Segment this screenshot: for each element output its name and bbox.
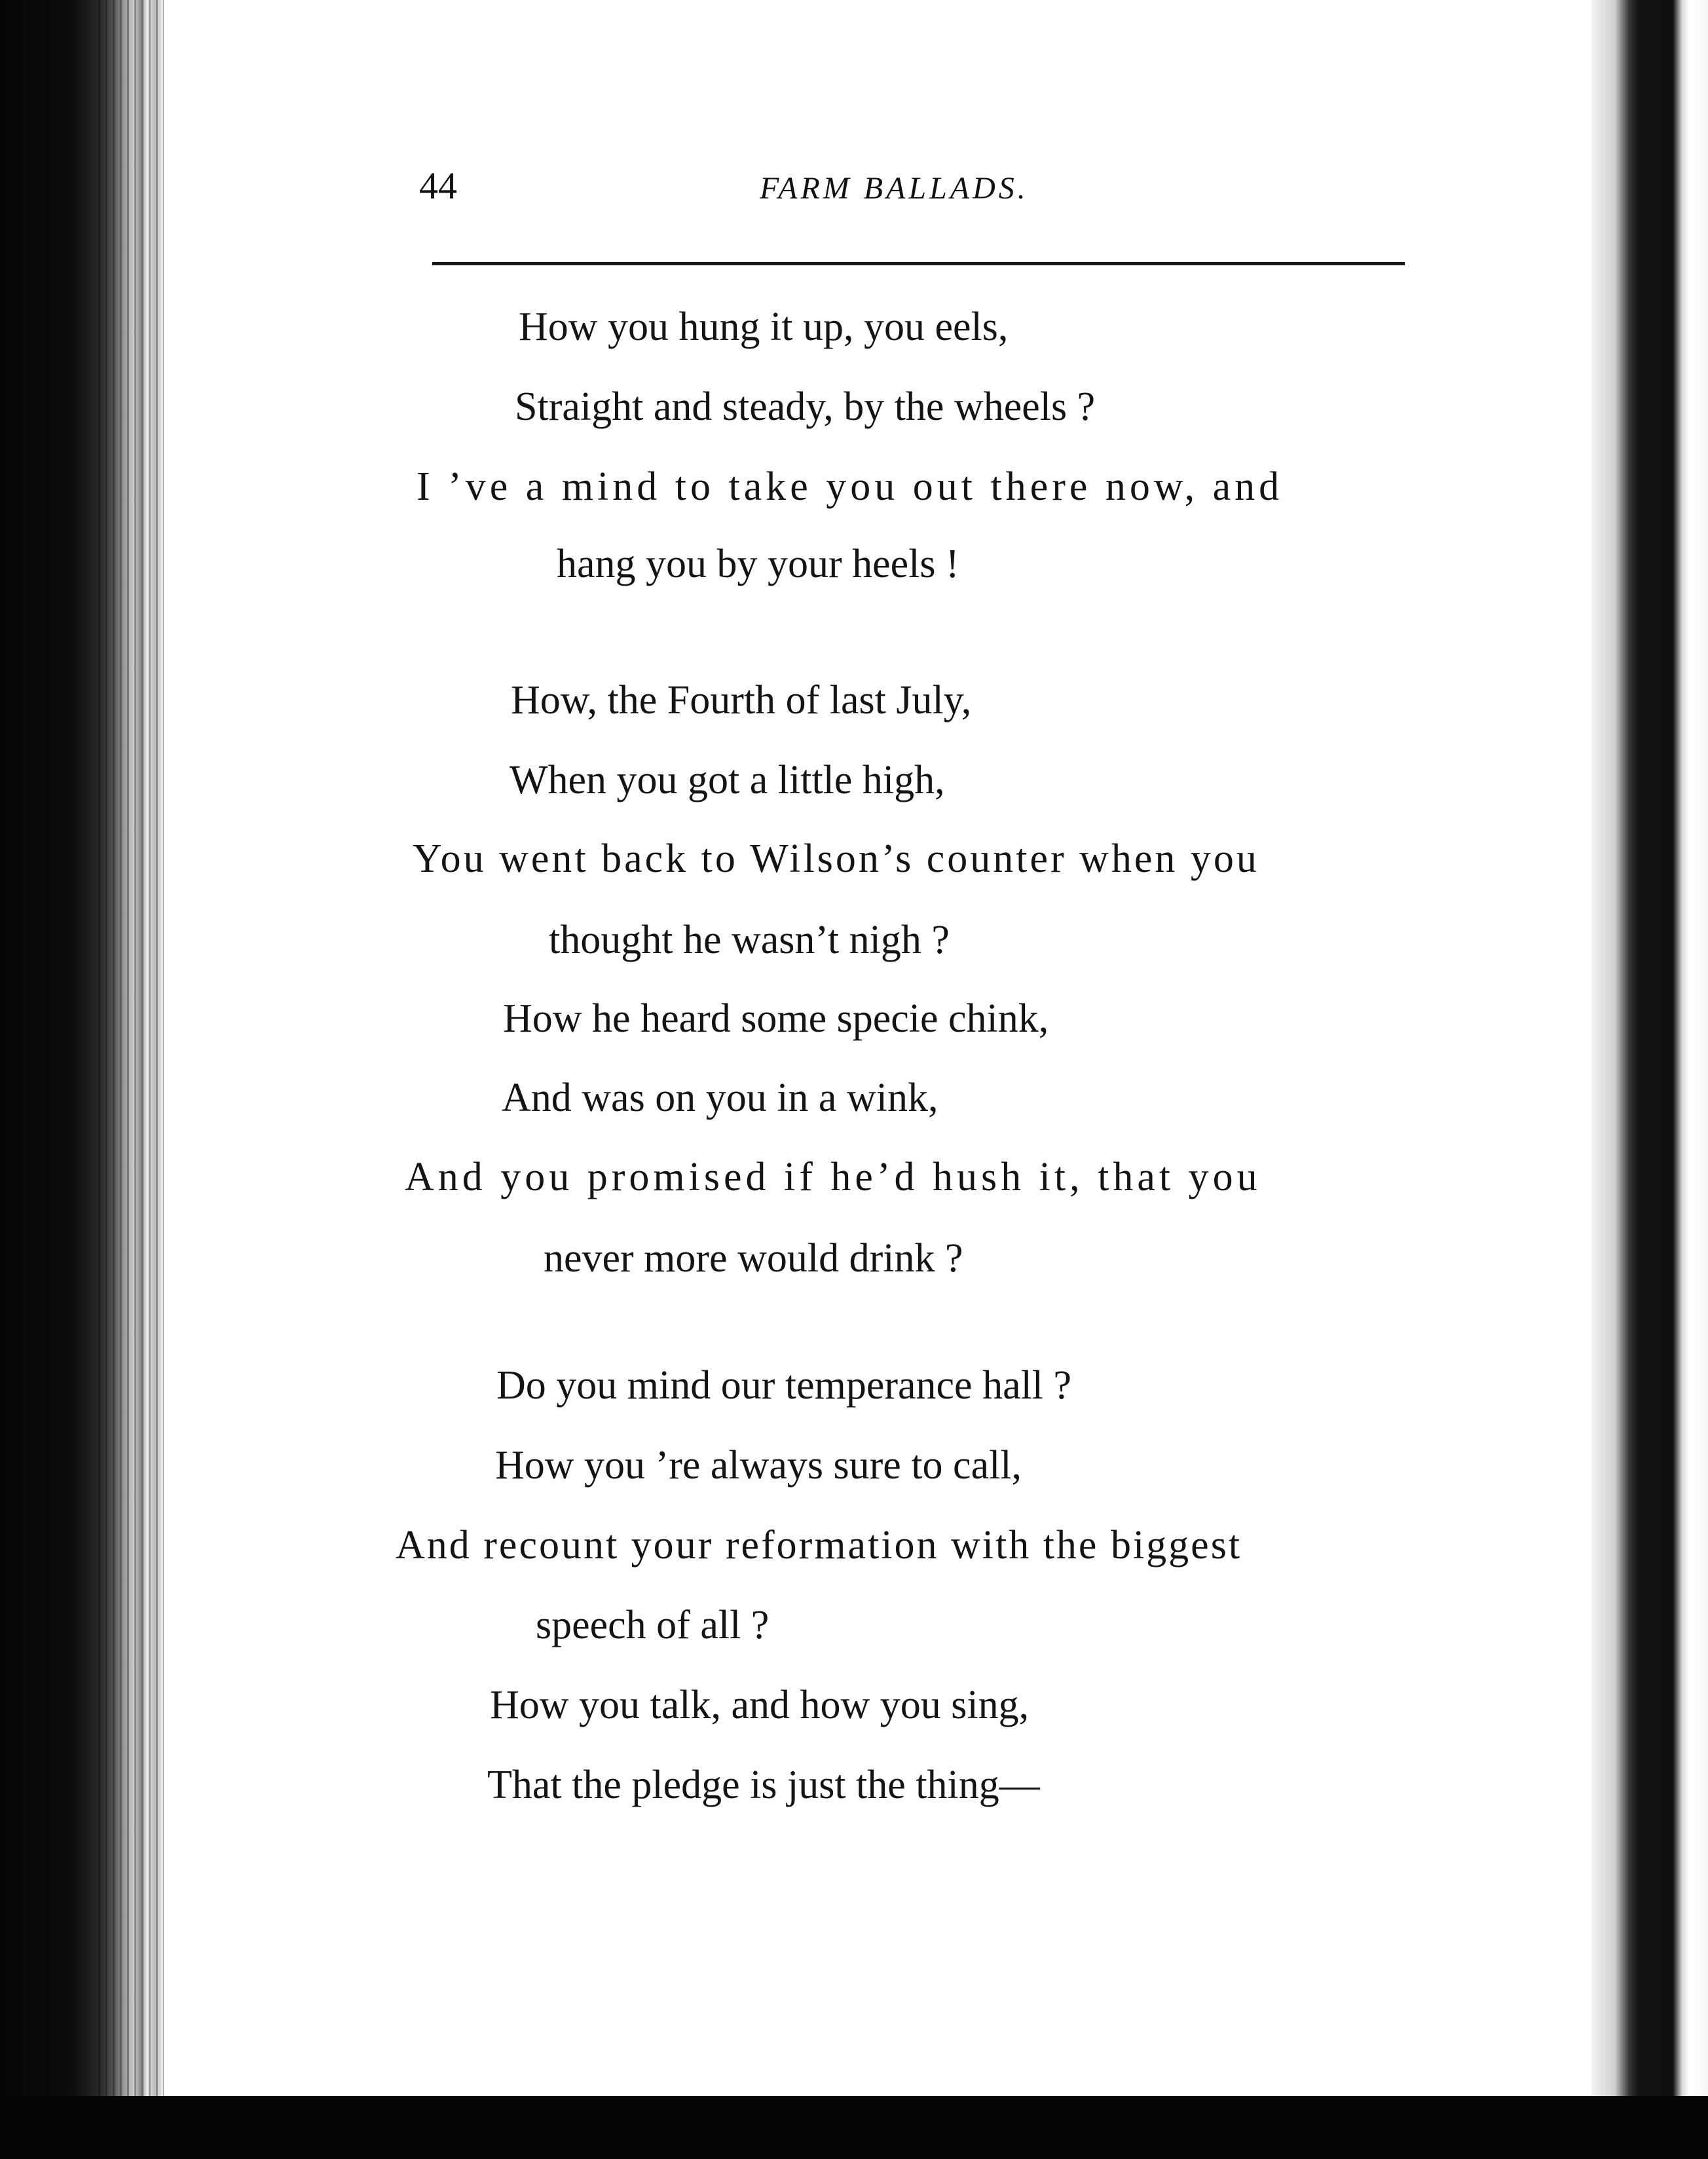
page-number: 44 <box>419 164 457 207</box>
poem-line: And you promised if he’d hush it, that you <box>405 1155 1261 1199</box>
poem-line: How you ’re always sure to call, <box>495 1443 1022 1488</box>
poem-line: You went back to Wilson’s counter when you <box>413 836 1259 881</box>
scan-border-bottom <box>0 2096 1708 2159</box>
poem-line: How, the Fourth of last July, <box>511 678 972 723</box>
poem-line: thought he wasn’t nigh ? <box>549 918 950 962</box>
poem-line: hang you by your heels ! <box>557 542 959 586</box>
page-header <box>419 164 1415 216</box>
poem-line: never more would drink ? <box>544 1236 963 1281</box>
poem-line: How he heard some specie chink, <box>503 996 1049 1041</box>
poem-line: How you hung it up, you eels, <box>519 305 1009 349</box>
poem-line: And recount your reformation with the biggest <box>396 1523 1242 1568</box>
poem-line: speech of all ? <box>536 1603 770 1647</box>
poem-line: Do you mind our temperance hall ? <box>496 1363 1072 1408</box>
poem-line: That the pledge is just the thing— <box>487 1763 1040 1807</box>
poem-line: How you talk, and how you sing, <box>490 1683 1030 1727</box>
header-rule <box>432 262 1405 265</box>
poem-line: I ’ve a mind to take you out there now, and <box>417 464 1284 509</box>
poem-line: Straight and steady, by the wheels ? <box>515 385 1096 429</box>
facing-page-edge <box>1591 0 1708 2159</box>
page-edge-lines <box>98 0 164 2159</box>
poem-line: When you got a little high, <box>510 758 945 802</box>
poem-line: And was on you in a wink, <box>502 1076 938 1120</box>
running-head: FARM BALLADS. <box>760 171 1029 206</box>
